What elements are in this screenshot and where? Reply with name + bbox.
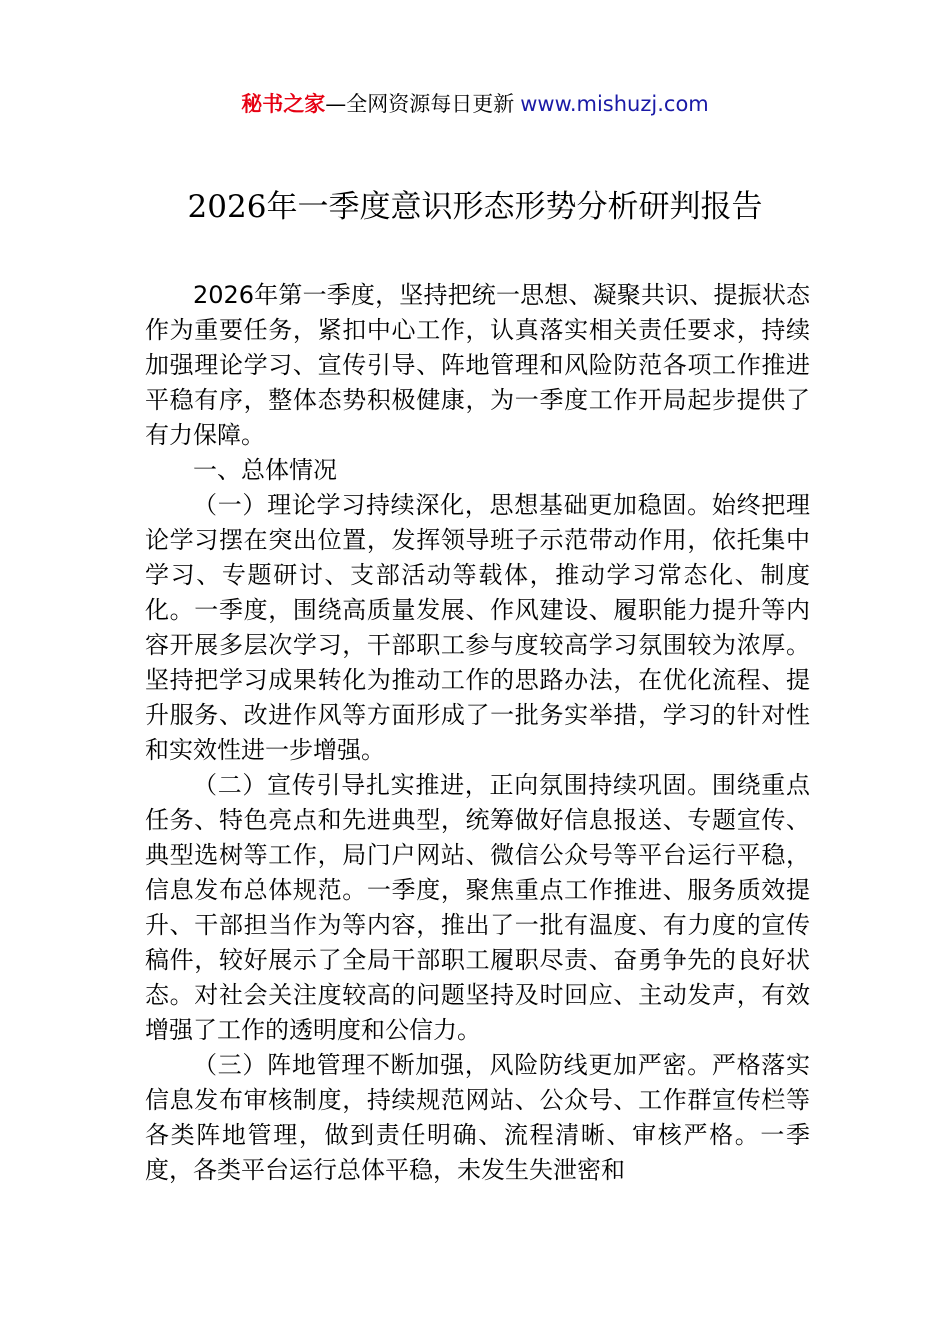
paragraph-theory-study: （一）理论学习持续深化，思想基础更加稳固。始终把理论学习摆在突出位置，发挥领导班子示范带动作用，依托集中学习、专题研讨、支部活动等载体，推动学习常态化、制度化。一季度，围绕高质量发展、作风建设、履职能力提升等内容开展多层次学习，干部职工参与度较高学习氛围较为浓厚。坚持把学习成果转化为推动工作的思路办法，在优化流程、提升服务、改进作风等方面形成了一批务实举措，学习的针对性和实效性进一步增强。 [145, 491, 810, 764]
document-body [145, 278, 810, 1188]
site-brand: 秘书之家 [241, 92, 326, 116]
document-title: 2026年一季度意识形态形势分析研判报告 [187, 189, 763, 225]
section-heading-overview: 一、总体情况 [193, 456, 337, 484]
paragraph-publicity-guidance: （二）宣传引导扎实推进，正向氛围持续巩固。围绕重点任务、特色亮点和先进典型，统筹做好信息报送、专题宣传、典型选树等工作，局门户网站、微信公众号等平台运行平稳，信息发布总体规范。一季度，聚焦重点工作推进、服务质效提升、干部担当作为等内容，推出了一批有温度、有力度的宣传稿件，较好展示了全局干部职工履职尽责、奋勇争先的良好状态。对社会关注度较高的问题坚持及时回应、主动发声，有效增强了工作的透明度和公信力。 [145, 771, 810, 1044]
site-url-link[interactable]: www.mishuzj.com [520, 92, 709, 116]
intro-paragraph: 2026年第一季度，坚持把统一思想、凝聚共识、提振状态作为重要任务，紧扣中心工作，认真落实相关责任要求，持续加强理论学习、宣传引导、阵地管理和风险防范各项工作推进平稳有序，整体态势积极健康，为一季度工作开局起步提供了有力保障。 [145, 281, 810, 449]
paragraph-platform-management: （三）阵地管理不断加强，风险防线更加严密。严格落实信息发布审核制度，持续规范网站、公众号、工作群宣传栏等各类阵地管理，做到责任明确、流程清晰、审核严格。一季度，各类平台运行总体平稳，未发生失泄密和 [145, 1051, 810, 1184]
site-slogan: —全网资源每日更新 [325, 92, 515, 116]
site-header [0, 88, 950, 120]
